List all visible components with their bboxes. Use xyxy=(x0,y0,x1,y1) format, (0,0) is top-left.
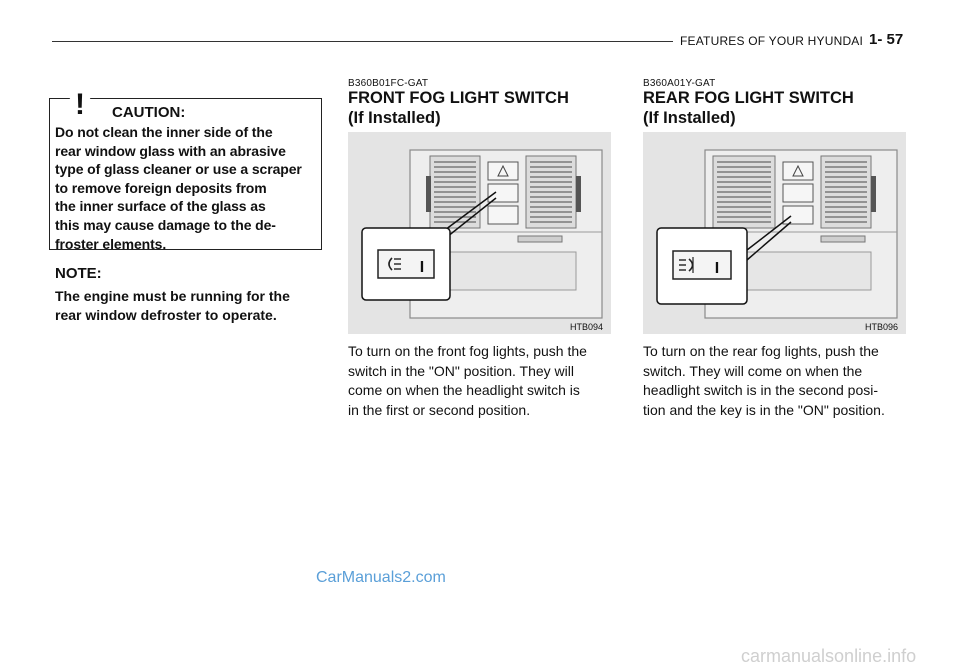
header-title: FEATURES OF YOUR HYUNDAI xyxy=(680,34,864,48)
rear-fog-figure xyxy=(643,132,906,334)
front-fog-code: B360B01FC-GAT xyxy=(348,78,429,89)
page-number: 1- 57 xyxy=(869,31,904,48)
front-fog-switch-mark: I xyxy=(419,259,425,276)
caution-text: Do not clean the inner side of the rear window glass with an abrasive type of glass cleaner or use a scraper to remove foreign deposits from the inner surface of the glass as this may cause damage to the de- froster elements. xyxy=(55,124,302,252)
front-fog-title: FRONT FOG LIGHT SWITCH (If Installed) xyxy=(348,89,569,127)
front-fog-figure xyxy=(348,132,611,334)
air-vent-right xyxy=(526,156,581,228)
note-text: The engine must be running for the rear window defroster to operate. xyxy=(55,288,290,323)
front-fog-figure-label: HTB094 xyxy=(570,322,604,332)
air-vent-left xyxy=(713,156,775,228)
front-fog-illustration xyxy=(348,132,611,334)
rear-fog-illustration xyxy=(643,132,906,334)
site-watermark: CarManuals2.com xyxy=(316,569,446,586)
note-title: NOTE: xyxy=(55,265,102,282)
rear-fog-code: B360A01Y-GAT xyxy=(643,78,716,89)
site-watermark-secondary: carmanualsonline.info xyxy=(741,646,917,666)
switch-column xyxy=(783,162,813,224)
switch-column xyxy=(488,162,518,224)
rear-fog-figure-label: HTB096 xyxy=(865,322,899,332)
rear-fog-text: To turn on the rear fog lights, push the switch. They will come on when the headlight switch is in the second posi- tion and the key is in the "ON" position. xyxy=(643,343,885,418)
air-vent-right xyxy=(821,156,876,228)
caution-title: CAUTION: xyxy=(112,104,186,121)
header-rule xyxy=(52,41,673,42)
rear-fog-title: REAR FOG LIGHT SWITCH (If Installed) xyxy=(643,89,854,127)
rear-fog-switch-mark: I xyxy=(714,260,720,277)
front-fog-text: To turn on the front fog lights, push the switch in the "ON" position. They will come on when the headlight switch is in the first or second position. xyxy=(348,343,587,418)
warning-triangle-icon xyxy=(56,80,104,122)
caution-mark: ! xyxy=(75,88,85,121)
